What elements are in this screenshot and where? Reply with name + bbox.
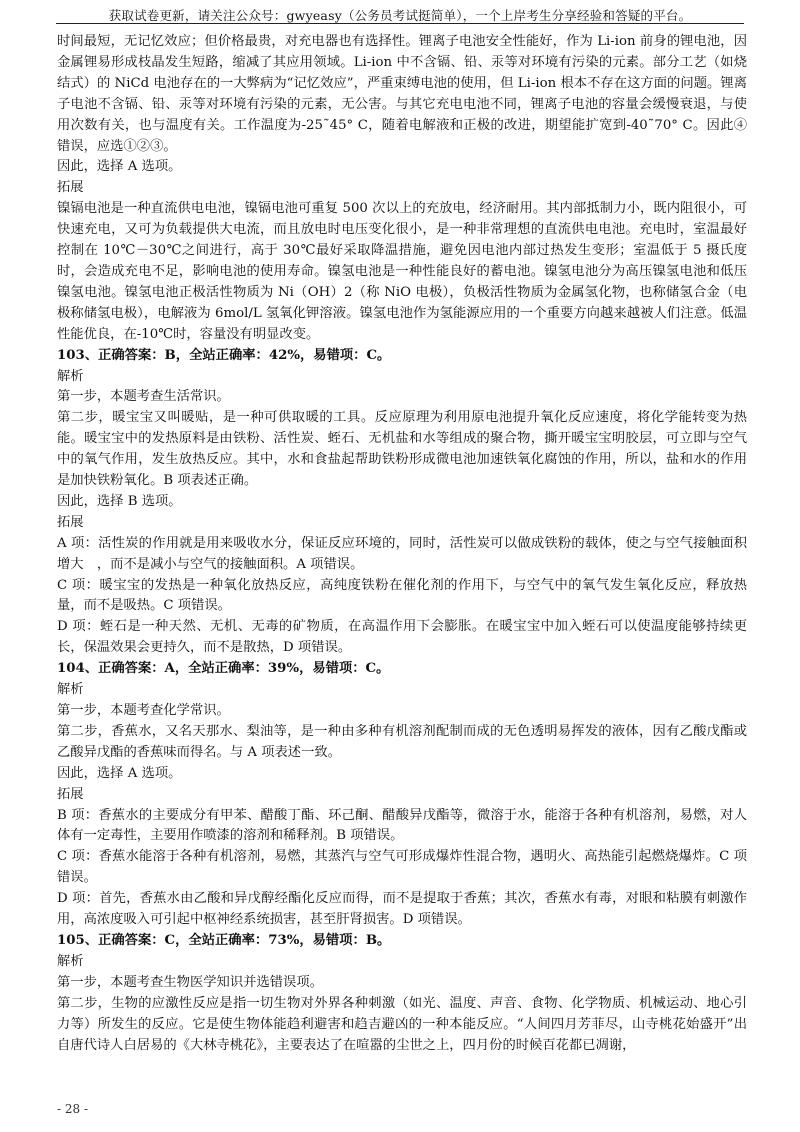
paragraph: 第一步，本题考查生物医学知识并选错误项。: [57, 974, 323, 990]
paragraph: 时间最短，无记忆效应；但价格最贵，对充电器也有选择性。锂离子电池安全性能好，作为 Li-ion 前身的锂电池，因金属锂易形成枝晶发生短路，缩减了其应用领域。Li-ion 中不含镉、铅、汞等对环境有污染的元素。部分工艺（如烧结式）的 NiCd 电池存在的一大弊病为“记忆效应”，严重束缚电池的使用，但 Li-ion 根本不存在这方面的问题。锂离子电池不含镉、铅、汞等对环境有污染的元素，无公害。与其它充电电池不同，锂离子电池的容量会缓慢衰退，与使用次数有关，也与温度有关。工作温度为-25˜45° C，随着电解液和正极的改进，期望能扩宽到-40˜70° C。因此④错误，应选①②③。: [57, 34, 747, 154]
question-104: [57, 659, 747, 931]
intro-section: [57, 32, 747, 346]
jiexi-label: 解析: [57, 682, 84, 698]
paragraph: 第一步，本题考查生活常识。: [57, 389, 230, 405]
paragraph: 第二步，暖宝宝又叫暖贴，是一种可供取暖的工具。反应原理为利用原电池提升氧化反应速度，将化学能转变为热能。暖宝宝中的发热原料是由铁粉、活性炭、蛭石、无机盐和水等组成的聚合物，撕开暖宝宝明胶层，可立即与空气中的氧气作用，发生放热反应。其中，水和食盐起帮助铁粉形成微电池加速铁氧化腐蚀的作用，所以，盐和水的作用是加快铁粉氧化。B 项表述正确。: [57, 410, 747, 489]
paragraph: 因此，选择 A 选项。: [57, 159, 182, 175]
paragraph: D 项：蛭石是一种天然、无机、无毒的矿物质，在高温作用下会膨胀。在暖宝宝中加入蛭石可以使温度能够持续更长，保温效果会更持久，而不是散热，D 项错误。: [57, 619, 747, 656]
page-header: 获取试卷更新，请关注公众号：gwyeasy（公务员考试挺简单），一个上岸考生分享经验和答疑的平台。: [108, 8, 692, 23]
paragraph: 因此，选择 B 选项。: [57, 493, 182, 509]
jiexi-label: 解析: [57, 368, 84, 384]
tuozhan-label: 拓展: [57, 786, 84, 802]
page-number: - 28 -: [57, 1102, 89, 1116]
document-body: [57, 32, 747, 1056]
tuozhan-label: 拓展: [57, 180, 84, 196]
paragraph: 第一步，本题考查化学常识。: [57, 703, 230, 718]
jiexi-label: 解析: [57, 953, 84, 969]
paragraph: 第二步，生物的应激性反应是指一切生物对外界各种刺激（如光、温度、声音、食物、化学物质、机械运动、地心引力等）所发生的反应。它是使生物体能趋利避害和趋吉避凶的一种本能反应。“人间四月芳菲尽，山寺桃花始盛开”出自唐代诗人白居易的《大林寺桃花》，主要表达了在喧嚣的尘世之上，四月份的时候百花都已凋谢，: [57, 995, 747, 1053]
paragraph: 因此，选择 A 选项。: [57, 765, 182, 781]
paragraph: 第二步，香蕉水，又名天那水、梨油等，是一种由多种有机溶剂配制而成的无色透明易挥发的液体，因有乙酸戊酯或乙酸异戊酯的香蕉味而得名。与 A 项表述一致。: [57, 723, 747, 760]
question-title: 103、正确答案：B，全站正确率：42%，易错项：C。: [57, 347, 391, 363]
paragraph: B 项：香蕉水的主要成分有甲苯、醋酸丁酯、环己酮、醋酸异戊酯等，微溶于水，能溶于各种有机溶剂，易燃，对人体有一定毒性，主要用作喷漆的溶剂和稀释剂。B 项错误。: [57, 807, 747, 844]
paragraph: C 项：香蕉水能溶于各种有机溶剂，易燃，其蒸汽与空气可形成爆炸性混合物，遇明火、高热能引起燃烧爆炸。C 项错误。: [57, 849, 747, 886]
tuozhan-label: 拓展: [57, 514, 84, 530]
question-103: [57, 346, 747, 660]
question-105: [57, 931, 747, 1056]
paragraph: C 项：暖宝宝的发热是一种氧化放热反应，高纯度铁粉在催化剂的作用下，与空气中的氧气发生氧化反应，释放热量，而不是吸热。C 项错误。: [57, 577, 747, 614]
question-title: 105、正确答案：C，全站正确率：73%，易错项：B。: [57, 932, 391, 948]
paragraph: D 项：首先，香蕉水由乙酸和异戊醇经酯化反应而得，而不是提取于香蕉；其次，香蕉水有毒，对眼和粘膜有刺激作用，高浓度吸入可引起中枢神经系统损害，甚至肝肾损害。D 项错误。: [57, 891, 747, 928]
paragraph: 镍镉电池是一种直流供电电池，镍镉电池可重复 500 次以上的充放电，经济耐用。其内部抵制力小，既内阻很小，可快速充电，又可为负载提供大电流，而且放电时电压变化很小，是一种非常理想的直流供电电池。充电时，室温最好控制在 10℃－30℃之间进行，高于 30℃最好采取降温措施，避免因电池内部过热发生变形；室温低于 5 摄氏度时，会造成充电不足，影响电池的使用寿命。镍氢电池是一种性能良好的蓄电池。镍氢电池分为高压镍氢电池和低压镍氢电池。镍氢电池正极活性物质为 Ni（OH）2（称 NiO 电极），负极活性物质为金属氢化物，也称储氢合金（电极称储氢电极），电解液为 6mol/L 氢氧化钾溶液。镍氢电池作为氢能源应用的一个重要方向越来越被人们注意。低温性能优良，在-10℃时，容量没有明显改变。: [57, 201, 747, 342]
header-divider: [56, 23, 744, 24]
paragraph: A 项：活性炭的作用就是用来吸收水分，保证反应环境的，同时，活性炭可以做成铁粉的载体，使之与空气接触面积增大 ，而不是减小与空气的接触面积。A 项错误。: [57, 535, 747, 572]
question-title: 104、正确答案：A，全站正确率：39%，易错项：C。: [57, 661, 390, 677]
